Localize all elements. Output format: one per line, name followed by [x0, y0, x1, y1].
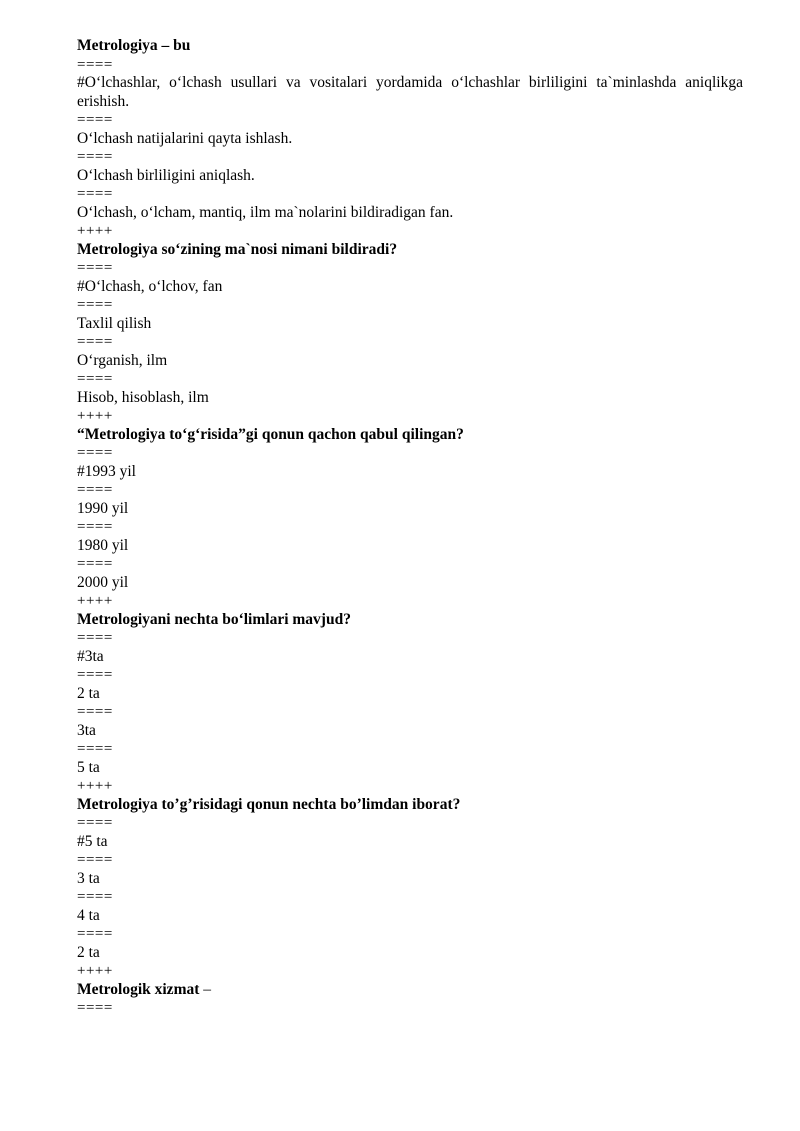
answer-separator: ==== — [77, 815, 113, 831]
answer-separator: ==== — [77, 704, 113, 720]
answer-separator: ==== — [77, 556, 113, 572]
answer-option: #O‘lchashlar, o‘lchash usullari va vositalari yordamida o‘lchashlar birliligini ta`minlashda aniqlikga erishish. — [77, 74, 747, 110]
answer-separator: ==== — [77, 371, 113, 387]
answer-option: 2 ta — [77, 684, 100, 702]
answer-option: O‘lchash natijalarini qayta ishlash. — [77, 129, 293, 147]
answer-separator: ==== — [77, 260, 113, 276]
question-text: Metrologiya – bu — [77, 37, 191, 54]
answer-option: 3 ta — [77, 869, 100, 887]
answer-option: 3ta — [77, 721, 96, 739]
question-separator: ++++ — [77, 593, 113, 609]
question-block — [77, 37, 747, 241]
answer-separator: ==== — [77, 852, 113, 868]
answer-option: 1980 yil — [77, 536, 129, 554]
question-text: Metrologik xizmat — [77, 980, 200, 998]
answer-separator: ==== — [77, 186, 113, 202]
question-suffix: – — [199, 980, 212, 998]
answer-option: #3ta — [77, 647, 104, 665]
answer-separator: ==== — [77, 112, 113, 128]
answer-separator: ==== — [77, 667, 113, 683]
answer-option: O‘lchash birliligini aniqlash. — [77, 166, 255, 184]
answer-separator: ==== — [77, 889, 113, 905]
answer-separator: ==== — [77, 297, 113, 313]
answer-option: Hisob, hisoblash, ilm — [77, 388, 209, 406]
answer-separator: ==== — [77, 56, 113, 73]
document-page — [77, 37, 747, 1018]
question-block — [77, 241, 743, 426]
answer-separator: ==== — [77, 149, 113, 165]
answer-option: 5 ta — [77, 758, 100, 776]
answer-option: #5 ta — [77, 832, 108, 850]
answer-option: #O‘lchash, o‘lchov, fan — [77, 277, 223, 295]
answer-separator: ==== — [77, 334, 113, 350]
question-separator: ++++ — [77, 778, 113, 794]
answer-separator: ==== — [77, 1000, 113, 1016]
question-separator: ++++ — [77, 408, 113, 424]
answer-option: Taxlil qilish — [77, 314, 152, 332]
answer-option: 1990 yil — [77, 499, 129, 517]
question-separator: ++++ — [77, 223, 113, 239]
answer-separator: ==== — [77, 519, 113, 535]
answer-separator: ==== — [77, 445, 113, 461]
question-line — [77, 981, 743, 1000]
answer-option: #1993 yil — [77, 462, 136, 480]
answer-option: O‘rganish, ilm — [77, 351, 168, 369]
answer-separator: ==== — [77, 630, 113, 646]
answer-option: 4 ta — [77, 906, 100, 924]
answer-separator: ==== — [77, 482, 113, 498]
question-text: “Metrologiya to‘g‘risida”gi qonun qachon qabul qilingan? — [77, 425, 464, 443]
question-text: Metrologiyani nechta bo‘limlari mavjud? — [77, 610, 351, 628]
question-block — [77, 426, 743, 611]
question-block — [77, 981, 743, 1018]
answer-option: O‘lchash, o‘lcham, mantiq, ilm ma`nolarini bildiradigan fan. — [77, 203, 454, 221]
question-block — [77, 796, 743, 981]
answer-option: 2000 yil — [77, 573, 129, 591]
question-block — [77, 611, 743, 796]
question-text: Metrologiya to’g’risidagi qonun nechta bo’limdan iborat? — [77, 795, 461, 813]
question-text: Metrologiya so‘zining ma`nosi nimani bildiradi? — [77, 240, 398, 258]
question-separator: ++++ — [77, 963, 113, 979]
answer-option: 2 ta — [77, 943, 100, 961]
answer-separator: ==== — [77, 926, 113, 942]
answer-separator: ==== — [77, 741, 113, 757]
